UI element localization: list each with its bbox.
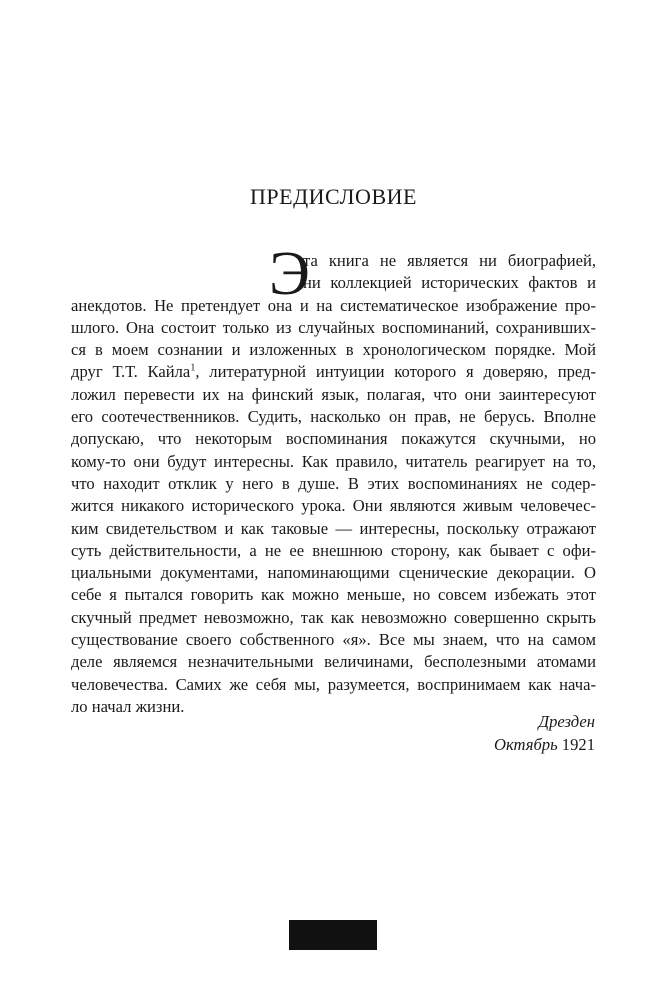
text-line: кому-то они будут интересны. Как правило, читатель реагирует на то, <box>71 451 596 471</box>
text-line: скучный предмет невозможно, так как невозможно совершенно скрыть <box>71 607 596 627</box>
text-fragment: , литературной интуиции которого я доверяю, пред- <box>195 362 596 382</box>
footnote-marker[interactable]: 1 <box>190 362 196 374</box>
drop-cap-letter: Э <box>269 240 310 308</box>
preface-text <box>71 240 596 718</box>
text-line: ло начал жизни. <box>71 696 185 716</box>
signature-year: 1921 <box>557 735 595 754</box>
text-line: допускаю, что некоторым воспоминания покажутся скучными, но <box>71 429 596 449</box>
signature-city: Дрезден <box>538 712 595 731</box>
text-line: его соотечественников. Судить, насколько он прав, не берусь. Вполне <box>71 407 596 427</box>
text-line: что находит отклик у него в душе. В этих воспоминаниях не содер- <box>71 473 596 493</box>
text-line: существование своего собственного «я». Все мы знаем, что на самом <box>71 630 596 650</box>
text-line: ким свидетельством и как таковые — интересны, поскольку отражают <box>71 518 596 538</box>
text-line: шлого. Она состоит только из случайных воспоминаний, сохранивших- <box>71 317 596 337</box>
text-line: деле являемся незначительными величинами, бесполезными атомами <box>71 652 596 672</box>
text-line <box>71 361 596 383</box>
text-line: человечества. Самих же себя мы, разумеется, воспринимаем как нача- <box>71 674 596 694</box>
text-line: ся в моем сознании и изложенных в хронологическом порядке. Мой <box>71 340 596 360</box>
text-line: та книга не является ни биографией, <box>303 251 596 270</box>
text-line: ложил перевести их на финский язык, полагая, что они заинтересуют <box>71 384 596 404</box>
signature-month: Октябрь <box>494 735 558 754</box>
text-line: анекдотов. Не претендует она и на систематическое изображение про- <box>71 295 596 315</box>
page-title: ПРЕДИСЛОВИЕ <box>250 184 417 209</box>
text-line: циальными документами, напоминающими сценические декорации. О <box>71 563 596 583</box>
text-line: суть действительности, а не ее внешнюю сторону, как бывает с офи- <box>71 540 596 560</box>
text-line: жится никакого исторического урока. Они являются живым человечес- <box>71 496 596 516</box>
page-marker-block <box>289 920 377 950</box>
text-line: ни коллекцией исторических фактов и <box>303 273 596 293</box>
signature-date <box>295 734 595 756</box>
text-line: себе я пытался говорить как можно меньше, но совсем избежать этот <box>71 585 596 605</box>
text-fragment: друг Т.Т. Кайла <box>71 362 191 382</box>
